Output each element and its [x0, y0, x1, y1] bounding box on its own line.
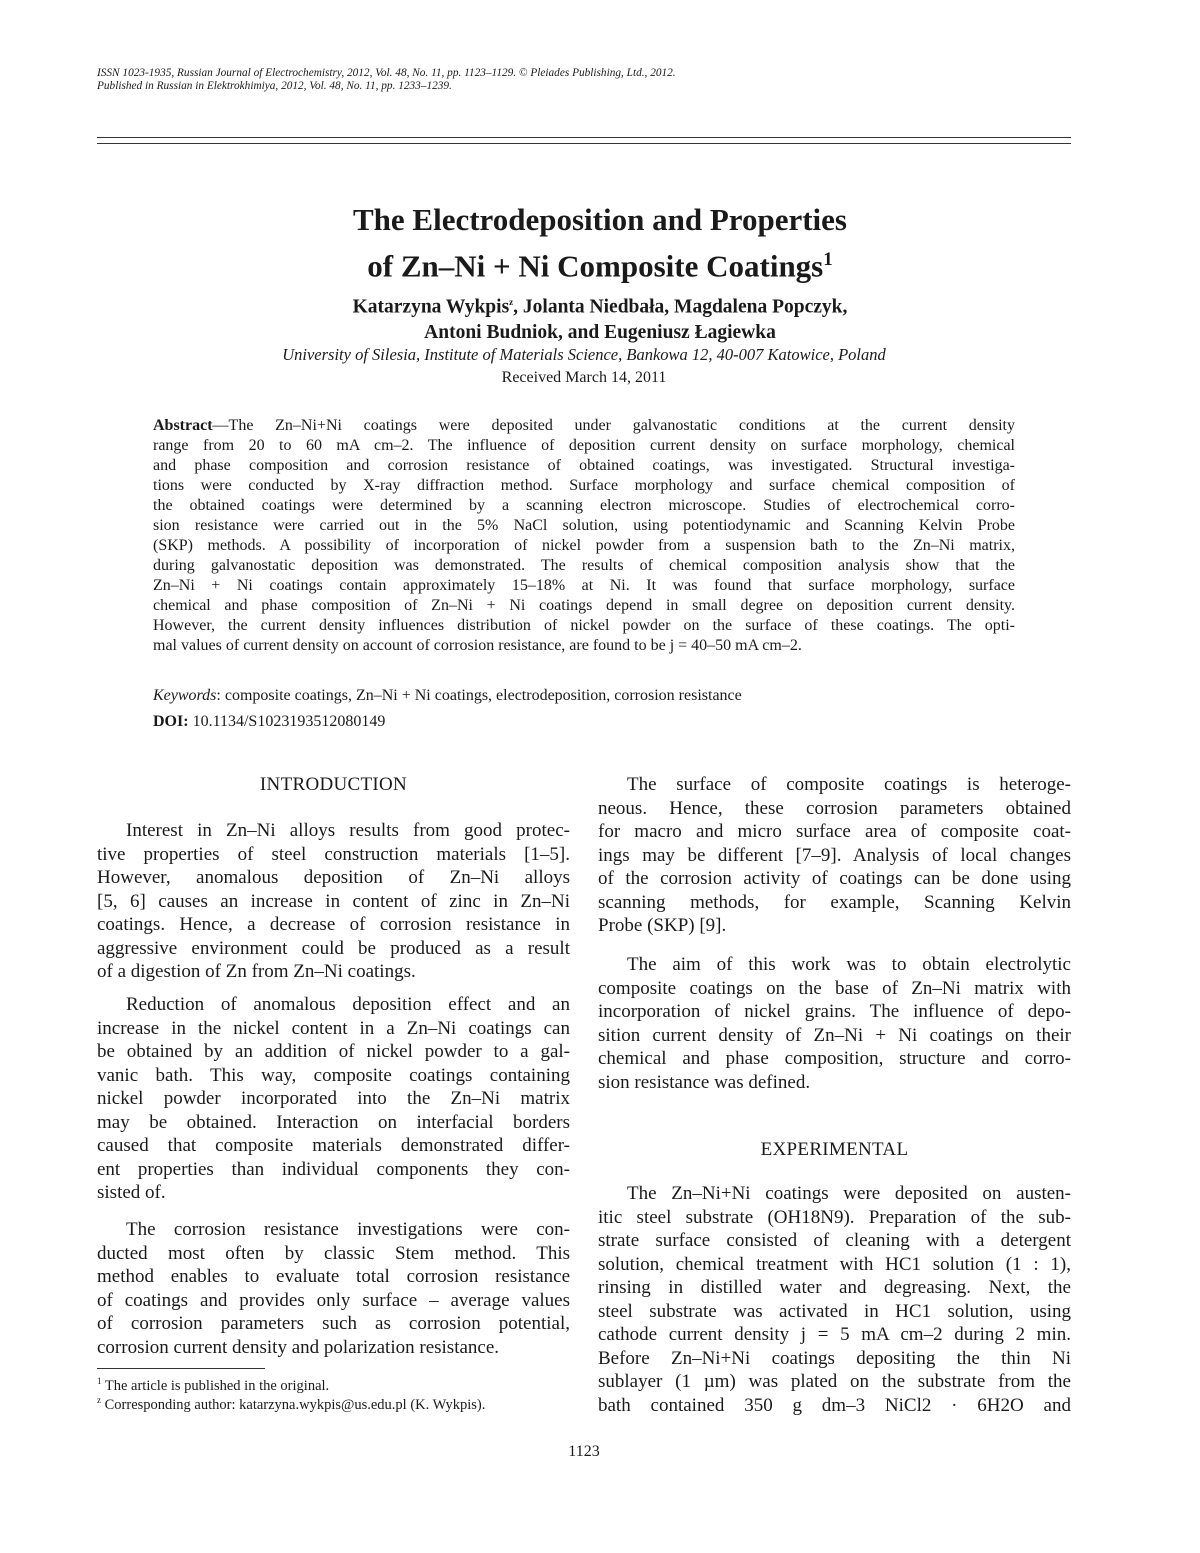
author-list	[0, 290, 1200, 345]
text-line: chemical and phase composition, structure and corro-	[598, 1048, 1071, 1069]
keywords: Keywords: composite coatings, Zn–Ni + Ni coatings, electrodeposition, corrosion resistance	[153, 687, 742, 704]
abstract-line: chemical and phase composition of Zn–Ni + Ni coatings depend in small degree on deposition current density.	[153, 597, 1015, 614]
text-line: ings may be different [7–9]. Analysis of local changes	[598, 844, 1071, 866]
authors-line-1: Katarzyna Wykpis$^z$, Jolanta Niedbała, Magdalena Popczyk,	[352, 296, 848, 318]
text-line: of a digestion of Zn from Zn–Ni coatings.	[97, 961, 416, 982]
abstract-label: Abstract	[153, 417, 213, 434]
right-paragraph-2	[598, 953, 1071, 1094]
footnote-mark-1: 1	[97, 1376, 102, 1387]
title-footnote-mark: 1	[823, 249, 833, 270]
abstract-line: Abstract—The Zn–Ni+Ni coatings were deposited under galvanostatic conditions at the current density	[153, 417, 1015, 434]
page-number: 1123	[568, 1443, 600, 1460]
text-line: ducted most often by classic Stem method. This	[97, 1242, 570, 1264]
text-line: tive properties of steel construction materials [1–5].	[97, 843, 570, 865]
journal-header	[97, 67, 676, 93]
text-line: incorporation of nickel grains. The influence of depo-	[598, 1001, 1071, 1022]
text-line: The corrosion resistance investigations were con-	[126, 1219, 570, 1240]
doi-label: DOI:	[153, 713, 189, 730]
title-line-1: The Electrodeposition and Properties	[353, 202, 847, 237]
text-line: cathode current density j = 5 mA cm–2 during 2 min.	[598, 1324, 1071, 1345]
text-line: of the corrosion activity of coatings can be done using	[598, 868, 1071, 889]
abstract-line: mal values of current density on account of corrosion resistance, are found to be j = 40–50 mA cm–2.	[153, 637, 802, 654]
abstract-line: during galvanostatic deposition was demonstrated. The results of chemical composition analysis show that the	[153, 557, 1015, 574]
text-line: sisted of.	[97, 1182, 166, 1203]
text-line: However, anomalous deposition of Zn–Ni alloys	[97, 867, 570, 888]
section-title-introduction: INTRODUCTION	[259, 774, 408, 795]
text-line: Before Zn–Ni+Ni coatings depositing the thin Ni	[598, 1347, 1071, 1369]
text-line: neous. Hence, these corrosion parameters obtained	[598, 797, 1071, 819]
text-line: composite coatings on the base of Zn–Ni matrix with	[598, 977, 1071, 999]
header-line-1: ISSN 1023-1935, Russian Journal of Electrochemistry, 2012, Vol. 48, No. 11, pp. 1123–1129. © Pleiades Publishing, Ltd., 2012.	[97, 67, 676, 79]
text-line: steel substrate was activated in HC1 solution, using	[598, 1300, 1071, 1322]
text-line: Reduction of anomalous deposition effect and an	[126, 994, 570, 1015]
authors-line-2: Antoni Budniok, and Eugeniusz Łagiewka	[424, 321, 776, 343]
text-line: solution, chemical treatment with HC1 solution (1 : 1),	[598, 1253, 1071, 1275]
doi	[153, 712, 385, 732]
text-line: increase in the nickel content in a Zn–Ni coatings can	[97, 1017, 570, 1039]
abstract-line: range from 20 to 60 mA cm–2. The influence of deposition current density on surface morphology, chemical	[153, 437, 1015, 454]
text-line: nickel powder incorporated into the Zn–Ni matrix	[97, 1088, 570, 1109]
text-line: sition current density of Zn–Ni + Ni coatings on their	[598, 1024, 1071, 1046]
text-line: may be obtained. Interaction on interfacial borders	[97, 1111, 570, 1133]
text-line: ent properties than individual components they con-	[97, 1158, 570, 1180]
doi-link[interactable]: 10.1134/S1023193512080149	[188, 713, 386, 730]
section-title-experimental: EXPERIMENTAL	[760, 1139, 909, 1160]
footnote-2: $^z$ Corresponding author: katarzyna.wykpis@us.edu.pl (K. Wykpis).	[97, 1395, 486, 1413]
text-line: of corrosion parameters such as corrosion potential,	[97, 1313, 570, 1334]
text-line: Probe (SKP) [9].	[598, 915, 727, 936]
text-line: coatings. Hence, a decrease of corrosion resistance in	[97, 914, 570, 935]
abstract-line: tions were conducted by X-ray diffraction method. Surface morphology and surface chemical composition of	[153, 477, 1015, 494]
article-title	[0, 200, 1200, 286]
header-rule-top	[97, 137, 1071, 138]
header-rule-bottom	[97, 143, 1071, 144]
affiliation: University of Silesia, Institute of Materials Science, Bankowa 12, 40-007 Katowice, Poland	[282, 345, 886, 364]
abstract	[153, 416, 1015, 656]
text-line: method enables to evaluate total corrosion resistance	[97, 1266, 570, 1287]
footnote-mark-z: z	[97, 1395, 101, 1406]
text-line: sublayer (1 µm) was plated on the substrate from the	[598, 1371, 1071, 1392]
text-line: rinsing in distilled water and degreasing. Next, the	[598, 1277, 1071, 1298]
text-line: strate surface consisted of cleaning with a detergent	[598, 1230, 1071, 1251]
text-line: The aim of this work was to obtain electrolytic	[627, 954, 1071, 975]
right-paragraph-3	[598, 1182, 1071, 1417]
text-line: The surface of composite coatings is heteroge-	[627, 774, 1071, 795]
text-line: scanning methods, for example, Scanning Kelvin	[598, 891, 1071, 913]
abstract-line: (SKP) methods. A possibility of incorporation of nickel powder from a suspension bath to the Zn–Ni matrix,	[153, 537, 1015, 554]
intro-paragraph-2	[97, 993, 570, 1205]
text-line: be obtained by an addition of nickel powder to a gal-	[97, 1041, 570, 1062]
text-line: corrosion current density and polarization resistance.	[97, 1336, 500, 1358]
text-line: of coatings and provides only surface – average values	[97, 1289, 570, 1311]
text-line: vanic bath. This way, composite coatings containing	[97, 1064, 570, 1086]
text-line: sion resistance was defined.	[598, 1071, 811, 1093]
text-line: [5, 6] causes an increase in content of zinc in Zn–Ni	[97, 890, 570, 912]
corresponding-mark: z	[509, 297, 514, 307]
header-line-2: Published in Russian in Elektrokhimiya, 2012, Vol. 48, No. 11, pp. 1233–1239.	[97, 80, 452, 92]
text-line: for macro and micro surface area of composite coat-	[598, 821, 1071, 842]
intro-paragraph-1	[97, 819, 570, 984]
footnote-rule	[97, 1368, 265, 1369]
abstract-line: sion resistance were carried out in the 5% NaCl solution, using potentiodynamic and Scanning Kelvin Probe	[153, 517, 1015, 534]
abstract-line: However, the current density influences distribution of nickel powder on the surface of these coatings. The opti-	[153, 617, 1015, 634]
abstract-line: Zn–Ni + Ni coatings contain approximately 15–18% at Ni. It was found that surface morphology, surface	[153, 577, 1015, 594]
keywords-label: Keywords	[153, 687, 217, 704]
received-date: Received March 14, 2011	[501, 369, 667, 386]
title-line-2: of Zn–Ni + Ni Composite Coatings$^1$	[367, 248, 833, 284]
right-paragraph-1	[598, 773, 1071, 938]
text-line: aggressive environment could be produced as a result	[97, 937, 570, 959]
text-line: Interest in Zn–Ni alloys results from good protec-	[126, 820, 570, 841]
abstract-line: and phase composition and corrosion resistance of obtained coatings, was investigated. Structural investiga-	[153, 457, 1015, 474]
text-line: bath contained 350 g dm–3 NiCl2 · 6H2O and	[598, 1394, 1071, 1416]
footnote-1: $^1$ The article is published in the original.	[97, 1376, 330, 1394]
text-line: The Zn–Ni+Ni coatings were deposited on austen-	[627, 1183, 1071, 1204]
text-line: itic steel substrate (OH18N9). Preparation of the sub-	[598, 1206, 1071, 1228]
text-line: caused that composite materials demonstrated differ-	[97, 1135, 570, 1156]
abstract-line: the obtained coatings were determined by a scanning electron microscope. Studies of electrochemical corro-	[153, 497, 1015, 514]
intro-paragraph-3	[97, 1218, 570, 1359]
